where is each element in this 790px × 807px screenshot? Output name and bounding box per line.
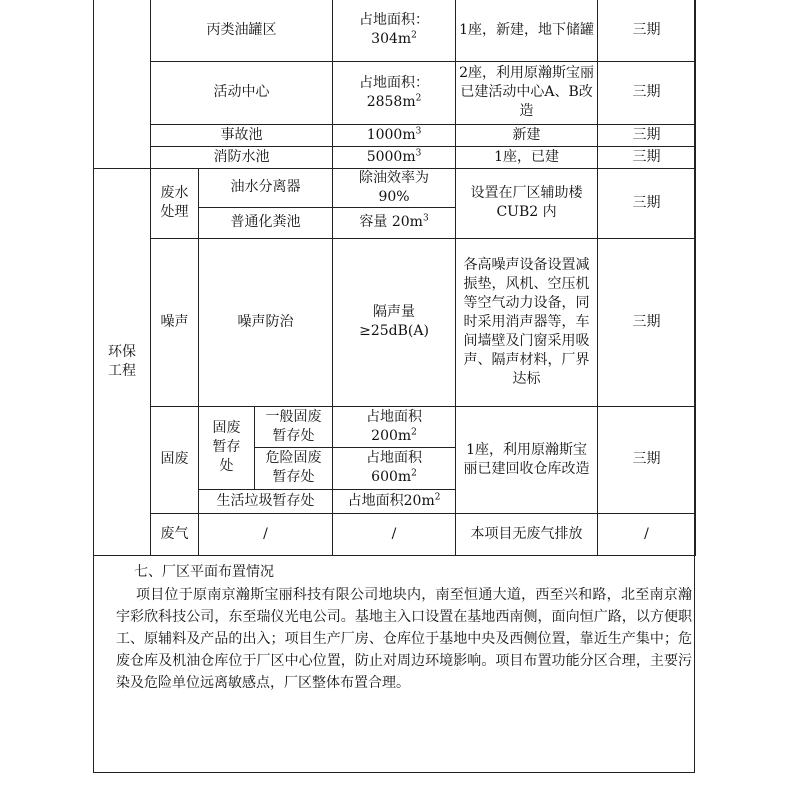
facility-content: 新建 — [456, 124, 598, 146]
category-cell-continued — [94, 0, 151, 168]
facility-name: 油水分离器 — [199, 168, 333, 207]
facility-name: 生活垃圾暂存处 — [199, 489, 333, 513]
facility-content: 各高噪声设备设置减振垫，风机、空压机等空气动力设备，同时采用消声器等，车间墙壁及门窗采用吸声、隔声材料，厂界达标 — [456, 238, 598, 406]
facility-content: 1座，已建 — [456, 146, 598, 168]
table-row — [94, 168, 696, 207]
subcategory-label: 噪声 — [151, 238, 199, 406]
facility-scale: 占地面积： $304m^2$ — [333, 0, 456, 61]
section-heading: 七、厂区平面布置情况 — [134, 564, 274, 580]
facility-phase: 三期 — [598, 238, 696, 406]
facility-scale: 容量 $20m^3$ — [333, 207, 456, 238]
table-row — [94, 124, 696, 146]
facility-name: 丙类油罐区 — [151, 0, 333, 61]
facility-phase: 三期 — [598, 124, 696, 146]
facility-scale: 隔声量≥25dB(A) — [333, 238, 456, 406]
facility-content: 1座，新建，地下储罐 — [456, 0, 598, 61]
facility-name: 消防水池 — [151, 146, 333, 168]
facility-name: 一般固废暂存处 — [255, 406, 333, 447]
table-row — [94, 406, 696, 447]
category-label: 环保工程 — [94, 168, 151, 555]
facility-phase: 三期 — [598, 168, 696, 238]
facility-content: 设置在厂区辅助楼 CUB2 内 — [456, 168, 598, 238]
subcategory-label: 固废 — [151, 406, 199, 513]
subcategory-label: 废水处理 — [151, 168, 199, 238]
table-row — [94, 0, 696, 61]
facility-content: 2座，利用原瀚斯宝丽已建活动中心A、B改造 — [456, 61, 598, 124]
facility-scale: / — [333, 513, 456, 555]
facility-content: 1座，利用原瀚斯宝丽已建回收仓库改造 — [456, 406, 598, 513]
facility-name: / — [199, 513, 333, 555]
facility-phase: 三期 — [598, 0, 696, 61]
facility-name: 普通化粪池 — [199, 207, 333, 238]
facility-phase: 三期 — [598, 146, 696, 168]
facility-phase: 三期 — [598, 61, 696, 124]
facility-content: 本项目无废气排放 — [456, 513, 598, 555]
facility-scale: 除油效率为90% — [333, 168, 456, 207]
facility-scale: 占地面积 $600m^2$ — [333, 447, 456, 489]
table-row — [94, 146, 696, 168]
facility-name: 事故池 — [151, 124, 333, 146]
section-paragraph: 项目位于原南京瀚斯宝丽科技有限公司地块内，南至恒通大道，西至兴和路，北至南京瀚宇彩欣科技公司，东至瑞仪光电公司。基地主入口设置在基地西南侧，面向恒广路，以方便职工、原辅料及产品的出入；项目生产厂房、仓库位于基地中央及西侧位置，靠近生产集中；危废仓库及机油仓库位于厂区中心位置，防止对周边环境影响。项目布置功能分区合理，主要污染及危险单位远离敏感点，厂区整体布置合理。 — [116, 587, 692, 691]
table-row — [94, 61, 696, 124]
facility-phase: / — [598, 513, 696, 555]
facility-name: 危险固废暂存处 — [255, 447, 333, 489]
table-row — [94, 238, 696, 406]
facility-scale: 占地面积 $200m^2$ — [333, 406, 456, 447]
facility-scale: $5000m^3$ — [333, 146, 456, 168]
subcategory-label: 废气 — [151, 513, 199, 555]
facility-scale: 占地面积$20m^2$ — [333, 489, 456, 513]
table-row — [94, 513, 696, 555]
facility-name: 噪声防治 — [199, 238, 333, 406]
facility-name: 活动中心 — [151, 61, 333, 124]
project-composition-table — [93, 0, 696, 556]
facility-scale: 占地面积： $2858m^2$ — [333, 61, 456, 124]
facility-scale: $1000m^3$ — [333, 124, 456, 146]
sub-subcategory-label: 固废暂存处 — [199, 406, 255, 489]
facility-phase: 三期 — [598, 406, 696, 513]
